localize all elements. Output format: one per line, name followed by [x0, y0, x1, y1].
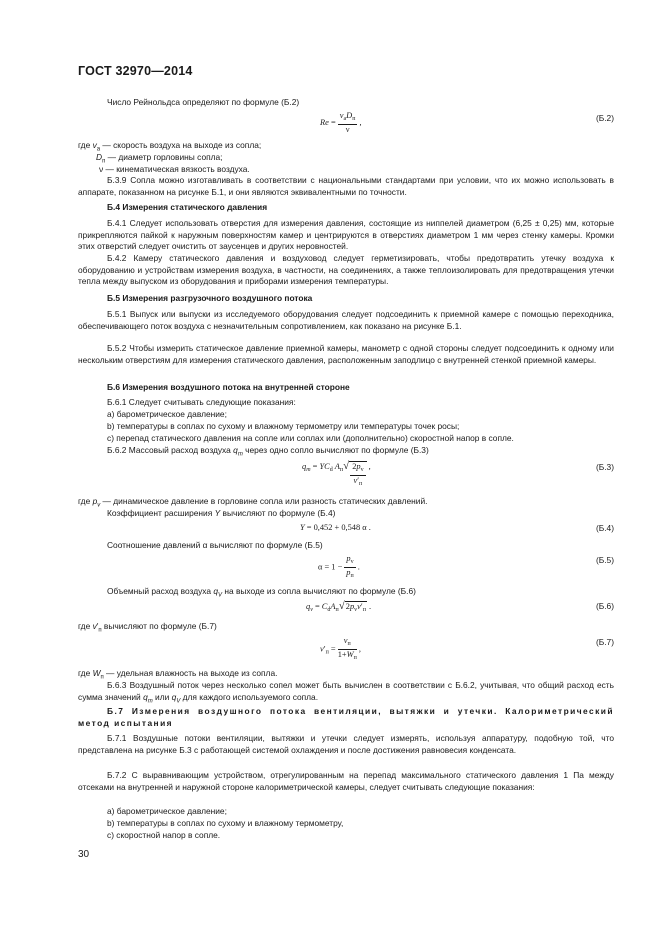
text-line: $D_п$ — диаметр горловины сопла;: [96, 152, 223, 165]
text-line: где $W_п$ — удельная влажность на выходе из сопла.: [78, 668, 278, 681]
text-para: Б.5.2 Чтобы измерить статическое давление приемной камеры, манометр с одной стороны следует подсоединить к одному или нескольким отверстиям для измерения статического давления, расположенным заподлицо с внутренней стенкой приемной камеры.: [78, 343, 614, 365]
text-line: Б.6.2 Массовый расход воздуха $q_m$ через одно сопло вычисляют по формуле (Б.3): [107, 445, 429, 458]
list-item: b) температуры в соплах по сухому и влажному термометру или температуры точек росы;: [107, 421, 460, 431]
formula-b4: Y = 0,452 + 0,548 α .: [300, 523, 371, 532]
list-item: c) перепад статического давления на сопле или соплах или (дополнительно) скоростной напор в сопле.: [107, 433, 514, 443]
page-number: 30: [78, 849, 90, 860]
formula-label-b4: (Б.4): [595, 523, 614, 533]
text-line: где $v_а$ — скорость воздуха на выходе из сопла;: [78, 140, 262, 153]
list-item: c) скоростной напор в сопле.: [107, 830, 221, 840]
formula-b2: Re = $\frac{v_аD_п}{\nu}$ ,: [320, 111, 362, 134]
text-para: Б.7.1 Воздушные потоки вентиляции, вытяжки и утечки следует измерять, используя аппаратуру, подобную той, что представлена на рисунке Б.3 с работающей системой охлаждения и после достижения равновесия конденсата.: [78, 733, 614, 755]
section-heading: Б.7 Измерения воздушного потока вентиляции, вытяжки и утечки. Калориметрический метод испытания: [78, 706, 614, 728]
text-para: Б.6.3 Воздушный поток через несколько сопел может быть вычислен в соответствии с Б.6.2, учитывая, что общий расход есть сумма значений $q_m$ или $q_V$ для каждого используемого сопла.: [78, 680, 614, 705]
text-line: ν — кинематическая вязкость воздуха.: [99, 164, 250, 174]
text-line: Соотношение давлений α вычисляют по формуле (Б.5): [107, 540, 323, 550]
text-line: Объемный расход воздуха $q_V$ на выходе из сопла вычисляют по формуле (Б.6): [107, 586, 416, 599]
standard-header: ГОСТ 32970—2014: [78, 64, 193, 78]
section-heading: Б.6 Измерения воздушного потока на внутренней стороне: [107, 382, 350, 392]
formula-b7: $v'_п$ = $\frac{v_п}{1+W_п}$ ,: [320, 636, 362, 661]
formula-label-b7: (Б.7): [595, 637, 614, 647]
formula-label-b5: (Б.5): [595, 555, 614, 565]
list-item: a) барометрическое давление;: [107, 806, 227, 816]
formula-b3: $q_m = YC_d$ $A_п√$ $\frac{2p_v}{v'_п}$ ,: [302, 460, 371, 487]
text-line: где $v'_п$ вычисляют по формуле (Б.7): [78, 621, 217, 634]
section-heading: Б.5 Измерения разгрузочного воздушного потока: [107, 293, 313, 303]
formula-label-b2: (Б.2): [595, 113, 614, 123]
text-line: Б.6.1 Следует считывать следующие показания:: [107, 397, 296, 407]
section-heading: Б.4 Измерения статического давления: [107, 202, 268, 212]
formula-b6: $q_v = C_dA_п√2p_vv'_п$ .: [306, 600, 372, 613]
text-para: Б.7.2 С выравнивающим устройством, отрегулированным на перепад максимального статического давления 1 Па между отсеками на внутренней и наружной стороне калориметрической камеры, следует считывать следующие показания:: [78, 770, 614, 792]
text-para: Б.4.1 Следует использовать отверстия для измерения давления, состоящие из ниппелей диаметром (6,25 ± 0,25) мм, которые прикрепляются пайкой к наружным поверхностям камер и центрируются в отверстиях диаметром 1 мм через стенку камеры. Кромки этих отверстий следует очистить от заусенцев и других неровностей.: [78, 218, 614, 252]
list-item: b) температуры в соплах по сухому и влажному термометру,: [107, 818, 344, 828]
text-para: Б.4.2 Камеру статического давления и воздуховод следует герметизировать, чтобы предотвратить утечку воздуха к оборудованию и устройствам измерения воздуха, в частности, на соединениях, а также теплоизолировать для предотвращения утечки тепла между выпуском из оборудования и приборами измерения температуры.: [78, 253, 614, 287]
text-para: Б.5.1 Выпуск или выпуски из исследуемого оборудования следует подсоединить к приемной камере с помощью переходника, обеспечивающего поток воздуха с незначительным сопротивлением, как показано на рисунке Б.1.: [78, 309, 614, 331]
text-line: где $p_v$ — динамическое давление в горловине сопла или разность статических давлений.: [78, 496, 428, 509]
formula-b5: α = 1 − $\frac{p_v}{p_п}$ .: [318, 554, 360, 579]
text-para: Б.3.9 Сопла можно изготавливать в соответствии с национальными стандартами при условии, что их можно использовать в аппарате, показанном на рисунке Б.1, и они являются эквивалентными по точности.: [78, 175, 614, 197]
text-line: Число Рейнольдса определяют по формуле (Б.2): [107, 97, 300, 107]
text-line: Коэффициент расширения Y вычисляют по формуле (Б.4): [107, 508, 336, 518]
formula-label-b6: (Б.6): [595, 601, 614, 611]
list-item: a) барометрическое давление;: [107, 409, 227, 419]
formula-label-b3: (Б.3): [595, 462, 614, 472]
